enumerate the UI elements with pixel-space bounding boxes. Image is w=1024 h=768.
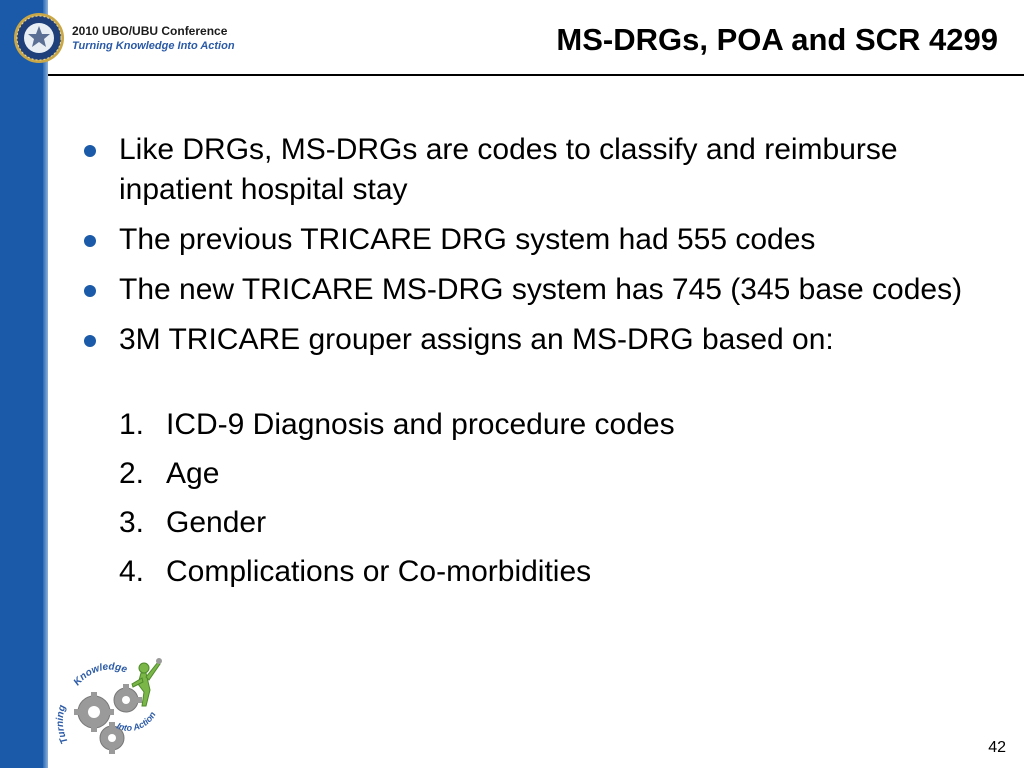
title-divider <box>48 74 1024 76</box>
bullet-text: The new TRICARE MS-DRG system has 745 (345 base codes) <box>119 273 963 306</box>
bullet-dot-icon <box>84 335 96 347</box>
dod-seal-icon <box>13 12 65 64</box>
item-text: Age <box>166 457 220 490</box>
numbered-item <box>119 503 675 543</box>
left-accent-bar <box>0 0 48 768</box>
logo-word-knowledge: Knowledge <box>71 661 129 688</box>
numbered-item <box>119 552 675 592</box>
svg-text:Turning <box>55 704 71 746</box>
gears-logo-icon <box>54 650 174 760</box>
bullet-dot-icon <box>84 145 96 157</box>
item-number: 4. <box>119 555 145 588</box>
slide-title: MS-DRGs, POA and SCR 4299 <box>556 22 998 57</box>
numbered-list <box>119 405 675 601</box>
bullet-text: The previous TRICARE DRG system had 555 codes <box>119 223 816 256</box>
item-text: Gender <box>166 506 267 539</box>
item-text: ICD-9 Diagnosis and procedure codes <box>166 408 675 441</box>
svg-text:Knowledge <box>72 662 129 688</box>
item-number: 2. <box>119 457 145 490</box>
logo-word-turning: Turning <box>54 703 71 746</box>
page-number: 42 <box>988 739 1006 756</box>
conference-subtitle: Turning Knowledge Into Action <box>72 40 235 52</box>
bullet-list <box>80 130 980 370</box>
bullet-text: 3M TRICARE grouper assigns an MS-DRG based on: <box>119 323 834 356</box>
bullet-dot-icon <box>84 285 96 297</box>
numbered-item <box>119 454 675 494</box>
bullet-dot-icon <box>84 235 96 247</box>
item-number: 1. <box>119 408 145 441</box>
bullet-text: Like DRGs, MS-DRGs are codes to classify and reimburse inpatient hospital stay <box>119 133 898 206</box>
item-number: 3. <box>119 506 145 539</box>
item-text: Complications or Co-morbidities <box>166 555 592 588</box>
bullet-item <box>80 220 980 260</box>
bullet-item <box>80 130 980 210</box>
svg-text:Into Action <box>115 709 158 732</box>
bullet-item <box>80 320 980 360</box>
bullet-item <box>80 270 980 310</box>
numbered-item <box>119 405 675 445</box>
logo-word-into-action: Into Action <box>115 709 158 733</box>
conference-title: 2010 UBO/UBU Conference <box>72 24 228 38</box>
